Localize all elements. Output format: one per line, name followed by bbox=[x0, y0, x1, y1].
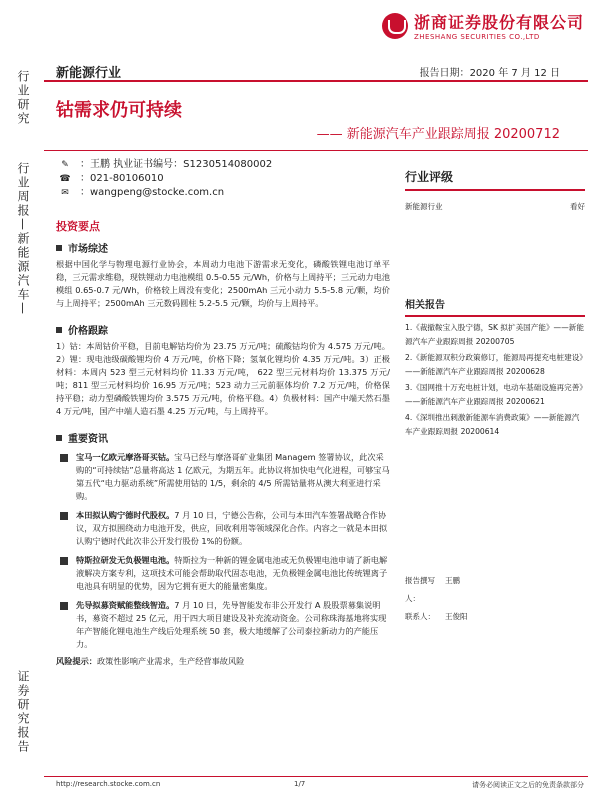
related-reports bbox=[405, 296, 585, 441]
contact-person: 王俊阳 bbox=[445, 612, 468, 621]
report-date-value: 2020 年 7 月 12 日 bbox=[469, 68, 560, 79]
contact-person-label: 联系人： bbox=[405, 612, 435, 621]
sidebar-label-bottom: 证券研究报告 bbox=[16, 670, 30, 754]
logo-name-en: ZHESHANG SECURITIES CO.,LTD bbox=[413, 33, 540, 41]
square-bullet-icon bbox=[56, 327, 62, 333]
related-report-item[interactable]: 2.《新能源双积分政策修订，能源局再提充电桩建设》——新能源汽车产业跟踪周报 20200628 bbox=[405, 353, 584, 376]
sector-label: 新能源行业 bbox=[56, 66, 122, 81]
square-bullet-icon bbox=[56, 245, 62, 251]
rating-heading: 行业评级 bbox=[405, 168, 585, 191]
bullet-icon bbox=[60, 602, 68, 610]
pen-icon: ✎ bbox=[61, 160, 69, 170]
news-item: 宝马一亿欧元摩洛哥买钴。宝马已经与摩洛哥矿业集团 Managem 签署协议，此次采购的“可持续钴”总量将高达 1 亿欧元，为期五年。此协议将加快电气化进程，可够宝马第五代“电力驱动系统”所需使用钴的 1/5，剩余的 4/5 所需钴量将从澳大利亚进行采购。 bbox=[56, 451, 390, 503]
phone-icon: ☎ bbox=[59, 174, 71, 184]
related-report-item[interactable]: 4.《深圳推出刺激新能源车消费政策》——新能源汽车产业跟踪周报 20200614 bbox=[405, 413, 580, 436]
report-date-label: 报告日期： bbox=[419, 68, 470, 79]
logo-name-cn: 浙商证券股份有限公司 bbox=[413, 13, 584, 32]
author-info bbox=[58, 158, 272, 200]
report-date bbox=[420, 64, 560, 79]
title-divider bbox=[44, 150, 588, 151]
header-divider bbox=[44, 80, 588, 82]
price-heading: 价格跟踪 bbox=[56, 322, 390, 337]
contact-author-label: 报告撰写人： bbox=[405, 576, 435, 603]
author-email: ：wangpeng@stocke.com.cn bbox=[80, 187, 225, 198]
sidebar-label-middle: 行业周报—新能源汽车— bbox=[16, 162, 30, 316]
market-text: 根据中国化学与物理电源行业协会，本周动力电池下游需求无变化，磷酸铁锂电池订单平稳，三元需求维稳，现铁锂动力电池模组 0.5-0.55 元/Wh，价格与上周持平；三元动力电池模组 0.65-0.7 元/Wh，价格较上周没有变化；2500mAh 三元小动力 5.5-5.8 元/颗，均价与上周持平；2500mAh 三元数码圆柱 5.2-5.5 元/颗，均价与上周持平。 bbox=[56, 259, 390, 308]
author-phone: ：021-80106010 bbox=[80, 173, 164, 184]
news-item: 特斯拉研发无负极锂电池。特斯拉为一种新的锂金属电池或无负极锂电池申请了新电解液解决方案专利，这项技术可能会帮助取代固态电池，无负极锂金属电池比传统锂离子电池具有明显的优势，因为它拥有更大的能量密集度。 bbox=[56, 554, 390, 593]
contacts bbox=[405, 572, 585, 626]
bullet-icon bbox=[60, 557, 68, 565]
page-number: 1/7 bbox=[294, 780, 306, 788]
footer-disclaimer: 请务必阅读正文之后的免责条款部分 bbox=[472, 781, 584, 789]
news-item: 本田拟认购宁德时代股权。7 月 10 日，宁德公告称，公司与本田汽车签署战略合作协议，双方拟围绕动力电池开发，供应，回收利用等领域深化合作。内容之一就是本田拟认购宁德时代此次非公开发行股份 1%的份额。 bbox=[56, 509, 390, 548]
news-heading: 重要资讯 bbox=[56, 430, 390, 445]
rating-value: 看好 bbox=[570, 202, 585, 211]
square-bullet-icon bbox=[56, 435, 62, 441]
market-heading: 市场综述 bbox=[56, 240, 390, 255]
related-report-item[interactable]: 3.《国网推十万充电桩计划，电动车基础设施再完善》——新能源汽车产业跟踪周报 20200621 bbox=[405, 383, 584, 406]
report-subtitle: —— 新能源汽车产业跟踪周报 20200712 bbox=[316, 127, 560, 142]
company-logo bbox=[382, 10, 584, 41]
bullet-icon bbox=[60, 512, 68, 520]
footer-divider bbox=[44, 776, 588, 777]
mail-icon: ✉ bbox=[61, 188, 69, 198]
related-heading: 相关报告 bbox=[405, 296, 585, 317]
highlights-title: 投资要点 bbox=[56, 220, 100, 233]
author-line: ：王鹏 执业证书编号：S1230514080002 bbox=[80, 159, 273, 170]
contact-author: 王鹏 bbox=[445, 576, 460, 585]
risk-warning: 风险提示：政策性影响产业需求，生产经营事故风险 bbox=[56, 656, 245, 666]
report-title: 钴需求仍可持续 bbox=[56, 100, 182, 121]
footer-url[interactable]: http://research.stocke.com.cn bbox=[56, 780, 161, 788]
sidebar-label-top: 行业研究 bbox=[16, 70, 30, 126]
price-text: 1）钴：本周钴价平稳，目前电解钴均价为 23.75 万元/吨；硫酸钴均价为 4.575 万元/吨。2）锂：现电池级碳酸锂均价 4 万元/吨，价格下降；氢氧化锂均价 4.35 万元/吨。3）正极材料：本周内 523 型三元材料均价 11.33 万元/吨， 622 型三元材料均价 13.375 万元/吨；811 型三元材料均价 16.95 万元/吨；523 动力三元前驱体均价 7.2 万元/吨，价格保持平稳；动力型磷酸铁锂均价 3.575 万元/吨，价格平稳。4）负极材料：国产中端天然石墨 4 万元/吨，国产中端人造石墨 4.25 万元/吨，与上周持平。 bbox=[56, 341, 390, 416]
left-sidebar bbox=[0, 62, 44, 800]
related-report-item[interactable]: 1.《裁撤鞍宝入股宁德，SK 拟扩美国产能》——新能源汽车产业跟踪周报 20200705 bbox=[405, 323, 584, 346]
bullet-icon bbox=[60, 454, 68, 462]
rating-industry: 新能源行业 bbox=[405, 202, 443, 211]
rating-row bbox=[405, 201, 585, 212]
rating-panel bbox=[405, 168, 585, 212]
logo-icon bbox=[382, 13, 408, 39]
news-item: 先导拟募资赋能整线智造。7 月 10 日，先导智能发布非公开发行 A 股股票募集说明书，募资不超过 25 亿元，用于四大项目建设及补充流动资金。公司称珠海基地将实现年产智能化锂电池生产线后处理系统 50 套，极大地缓解了公司泰拉新动力的产能压力。 bbox=[56, 599, 390, 651]
main-content bbox=[56, 218, 390, 668]
